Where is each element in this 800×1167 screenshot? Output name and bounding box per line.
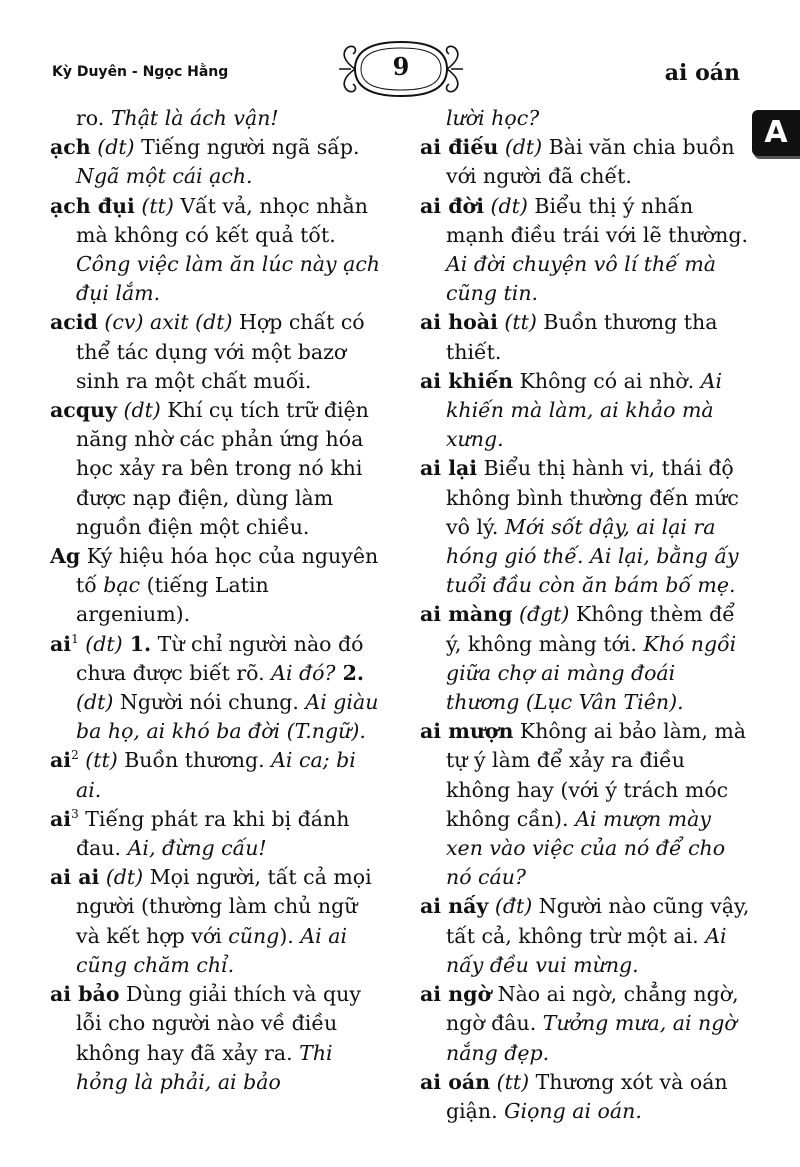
entry-ai-hoai: ai hoài (tt) Buồn thương tha thiết. (420, 310, 718, 364)
running-head: ai oán (664, 60, 740, 86)
page-number: 9 (392, 52, 410, 81)
entry-ai-2: $ai^2$ (tt) Buồn thương. Ai ca; bi ai. (50, 748, 356, 802)
entry-ai-doi: ai đời (dt) Biểu thị ý nhấn mạnh điều trái với lẽ thường. Ai đời chuyện vô lí thế mà cũng tin. (420, 193, 748, 306)
entry-ai-mang: ai màng (đgt) Không thèm để ý, không màng tới. Khó ngồi giữa chợ ai màng đoái thương (Lục Vân Tiên). (420, 602, 737, 715)
page-header (0, 0, 800, 110)
entry-ai-oan: ai oán (tt) Thương xót và oán giận. Giọng ai oán. (420, 1069, 728, 1123)
entry-ai-bao: ai bảo Dùng giải thích và quy lỗi cho người nào về điều không hay đã xảy ra. Thi hỏng là phải, ai bảo (50, 982, 361, 1094)
entry-ag: Ag Ký hiệu hóa học của nguyên tố bạc (tiếng Latin argenium). (50, 544, 379, 627)
entry-ai-1: $ai^1$ (dt) 1. Từ chỉ người nào đó chưa được biết rõ. Ai đó? 2. (dt) Người nói chung. Ai giàu ba họ, ai khó ba đời (T.ngữ). (50, 631, 379, 744)
entry-ach-dui: ạch đụi (tt) Vất vả, nhọc nhằn mà không có kết quả tốt. Công việc làm ăn lúc này ạch đụi lắm. (50, 193, 380, 306)
entry-continuation: lười học? (446, 106, 540, 130)
entry-ai-lai: ai lại Biểu thị hành vi, thái độ không bình thường đến mức vô lý. Mới sốt dậy, ai lại ra hóng gió thế. Ai lại, bằng ấy tuổi đầu còn ăn bám bố mẹ. (420, 456, 739, 598)
left-column (50, 104, 380, 1097)
entry-ai-khien: ai khiến Không có ai nhờ. Ai khiến mà làm, ai khảo mà xưng. (420, 368, 723, 452)
entry-continuation: ro. Thật là ách vận! (76, 106, 279, 130)
entry-ai-ai: ai ai (dt) Mọi người, tất cả mọi người (thường làm chủ ngữ và kết hợp với cũng). Ai ai cũng chăm chỉ. (50, 865, 372, 977)
entry-ai-nay: ai nấy (đt) Người nào cũng vậy, tất cả, không trừ một ai. Ai nấy đều vui mừng. (420, 894, 750, 977)
entry-ai-muon: ai mượn Không ai bảo làm, mà tự ý làm để xảy ra điều không hay (với ý trách móc không cần). Ai mượn mày xen vào việc của nó để cho nó cáu? (420, 719, 747, 890)
entry-ai-ngo: ai ngờ Nào ai ngờ, chẳng ngờ, ngờ đâu. Tưởng mưa, ai ngờ nắng đẹp. (420, 982, 739, 1065)
right-column (420, 104, 750, 1126)
authors: Kỳ Duyên - Ngọc Hằng (52, 64, 229, 80)
thumb-tab: A (752, 110, 800, 156)
entry-ach: ạch (dt) Tiếng người ngã sấp. Ngã một cái ạch. (50, 135, 360, 189)
entry-acid: acid (cv) axit (dt) Hợp chất có thể tác dụng với một bazơ sinh ra một chất muối. (50, 310, 365, 393)
entry-ai-dieu: ai điếu (dt) Bài văn chia buồn với người đã chết. (420, 135, 735, 189)
entry-acquy: acquy (dt) Khí cụ tích trữ điện năng nhờ các phản ứng hóa học xảy ra bên trong nó khi được nạp điện, dùng làm nguồn điện một chiều. (50, 398, 369, 539)
entry-ai-3: $ai^3$ Tiếng phát ra khi bị đánh đau. Ai, đừng cấu! (50, 806, 350, 861)
